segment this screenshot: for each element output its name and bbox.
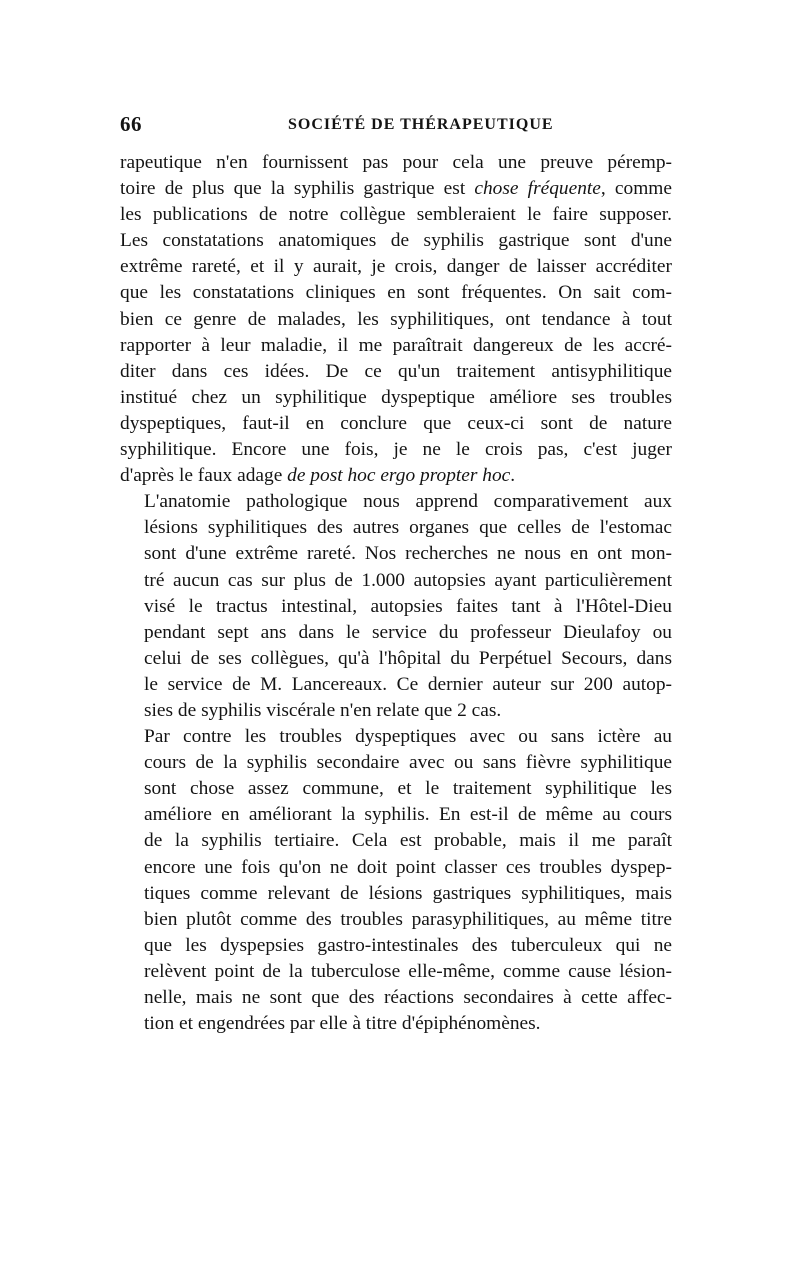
page-header (120, 112, 678, 142)
text-line: syphilitique. Encore une fois, je ne le crois pas, c'est juger (120, 439, 672, 461)
paragraph (120, 150, 672, 489)
italic-phrase: chose fréquente (474, 178, 601, 200)
text-line: les publications de notre collègue sembleraient le faire supposer. (120, 204, 672, 226)
text-line: extrême rareté, et il y aurait, je crois, danger de laisser accréditer (120, 256, 672, 278)
running-head: SOCIÉTÉ DE THÉRAPEUTIQUE (288, 116, 554, 133)
text-line: sont d'une extrême rareté. Nos recherches ne nous en ont mon- (144, 543, 672, 565)
text-line: lésions syphilitiques des autres organes que celles de l'estomac (144, 517, 672, 539)
text-line: tion et engendrées par elle à titre d'épiphénomènes. (144, 1013, 541, 1035)
page-number: 66 (120, 112, 142, 136)
text-line: dyspeptiques, faut-il en conclure que ceux-ci sont de nature (120, 412, 672, 434)
text-line: améliore en améliorant la syphilis. En est-il de même au cours (144, 804, 672, 826)
text-line: L'anatomie pathologique nous apprend comparativement aux (144, 491, 672, 513)
text-line: cours de la syphilis secondaire avec ou sans fièvre syphilitique (144, 752, 672, 774)
text-line: Par contre les troubles dyspeptiques avec ou sans ictère au (144, 726, 672, 748)
paragraph (120, 489, 672, 724)
italic-phrase: de post hoc ergo propter hoc (287, 465, 511, 487)
text-line: diter dans ces idées. De ce qu'un traitement antisyphilitique (120, 360, 672, 382)
text-line: d'après le faux adage de post hoc ergo propter hoc. (120, 465, 516, 487)
text-line: celui de ses collègues, qu'à l'hôpital du Perpétuel Secours, dans (144, 647, 672, 669)
text-line: bien plutôt comme des troubles parasyphilitiques, au même titre (144, 908, 672, 930)
text-line: sont chose assez commune, et le traitement syphilitique les (144, 778, 672, 800)
text-line: bien ce genre de malades, les syphilitiques, ont tendance à tout (120, 308, 672, 330)
text-line: tré aucun cas sur plus de 1.000 autopsies ayant particulièrement (144, 569, 672, 591)
body-text (120, 150, 672, 1037)
text-line: visé le tractus intestinal, autopsies faites tant à l'Hôtel-Dieu (144, 595, 672, 617)
text-line: rapporter à leur maladie, il me paraîtrait dangereux de les accré- (120, 334, 672, 356)
text-line: institué chez un syphilitique dyspeptique améliore ses troubles (120, 386, 672, 408)
text-line: rapeutique n'en fournissent pas pour cela une preuve péremp- (120, 152, 672, 173)
paragraph (120, 724, 672, 1037)
text-line: sies de syphilis viscérale n'en relate que 2 cas. (144, 699, 502, 721)
text-line: de la syphilis tertiaire. Cela est probable, mais il me paraît (144, 830, 672, 852)
text-line: nelle, mais ne sont que des réactions secondaires à cette affec- (144, 987, 672, 1008)
text-line: encore une fois qu'on ne doit point classer ces troubles dyspep- (144, 856, 672, 878)
text-line: tiques comme relevant de lésions gastriques syphilitiques, mais (144, 882, 672, 904)
text-line: toire de plus que la syphilis gastrique est chose fréquente, comme (120, 178, 673, 200)
text-line: que les dyspepsies gastro-intestinales des tuberculeux qui ne (144, 934, 672, 956)
text-line: que les constatations cliniques en sont fréquentes. On sait com- (120, 282, 672, 304)
text-line: relèvent point de la tuberculose elle-même, comme cause lésion- (144, 960, 672, 982)
text-line: pendant sept ans dans le service du professeur Dieulafoy ou (144, 621, 672, 643)
text-line: le service de M. Lancereaux. Ce dernier auteur sur 200 autop- (144, 673, 672, 695)
text-line: Les constatations anatomiques de syphilis gastrique sont d'une (120, 230, 672, 252)
